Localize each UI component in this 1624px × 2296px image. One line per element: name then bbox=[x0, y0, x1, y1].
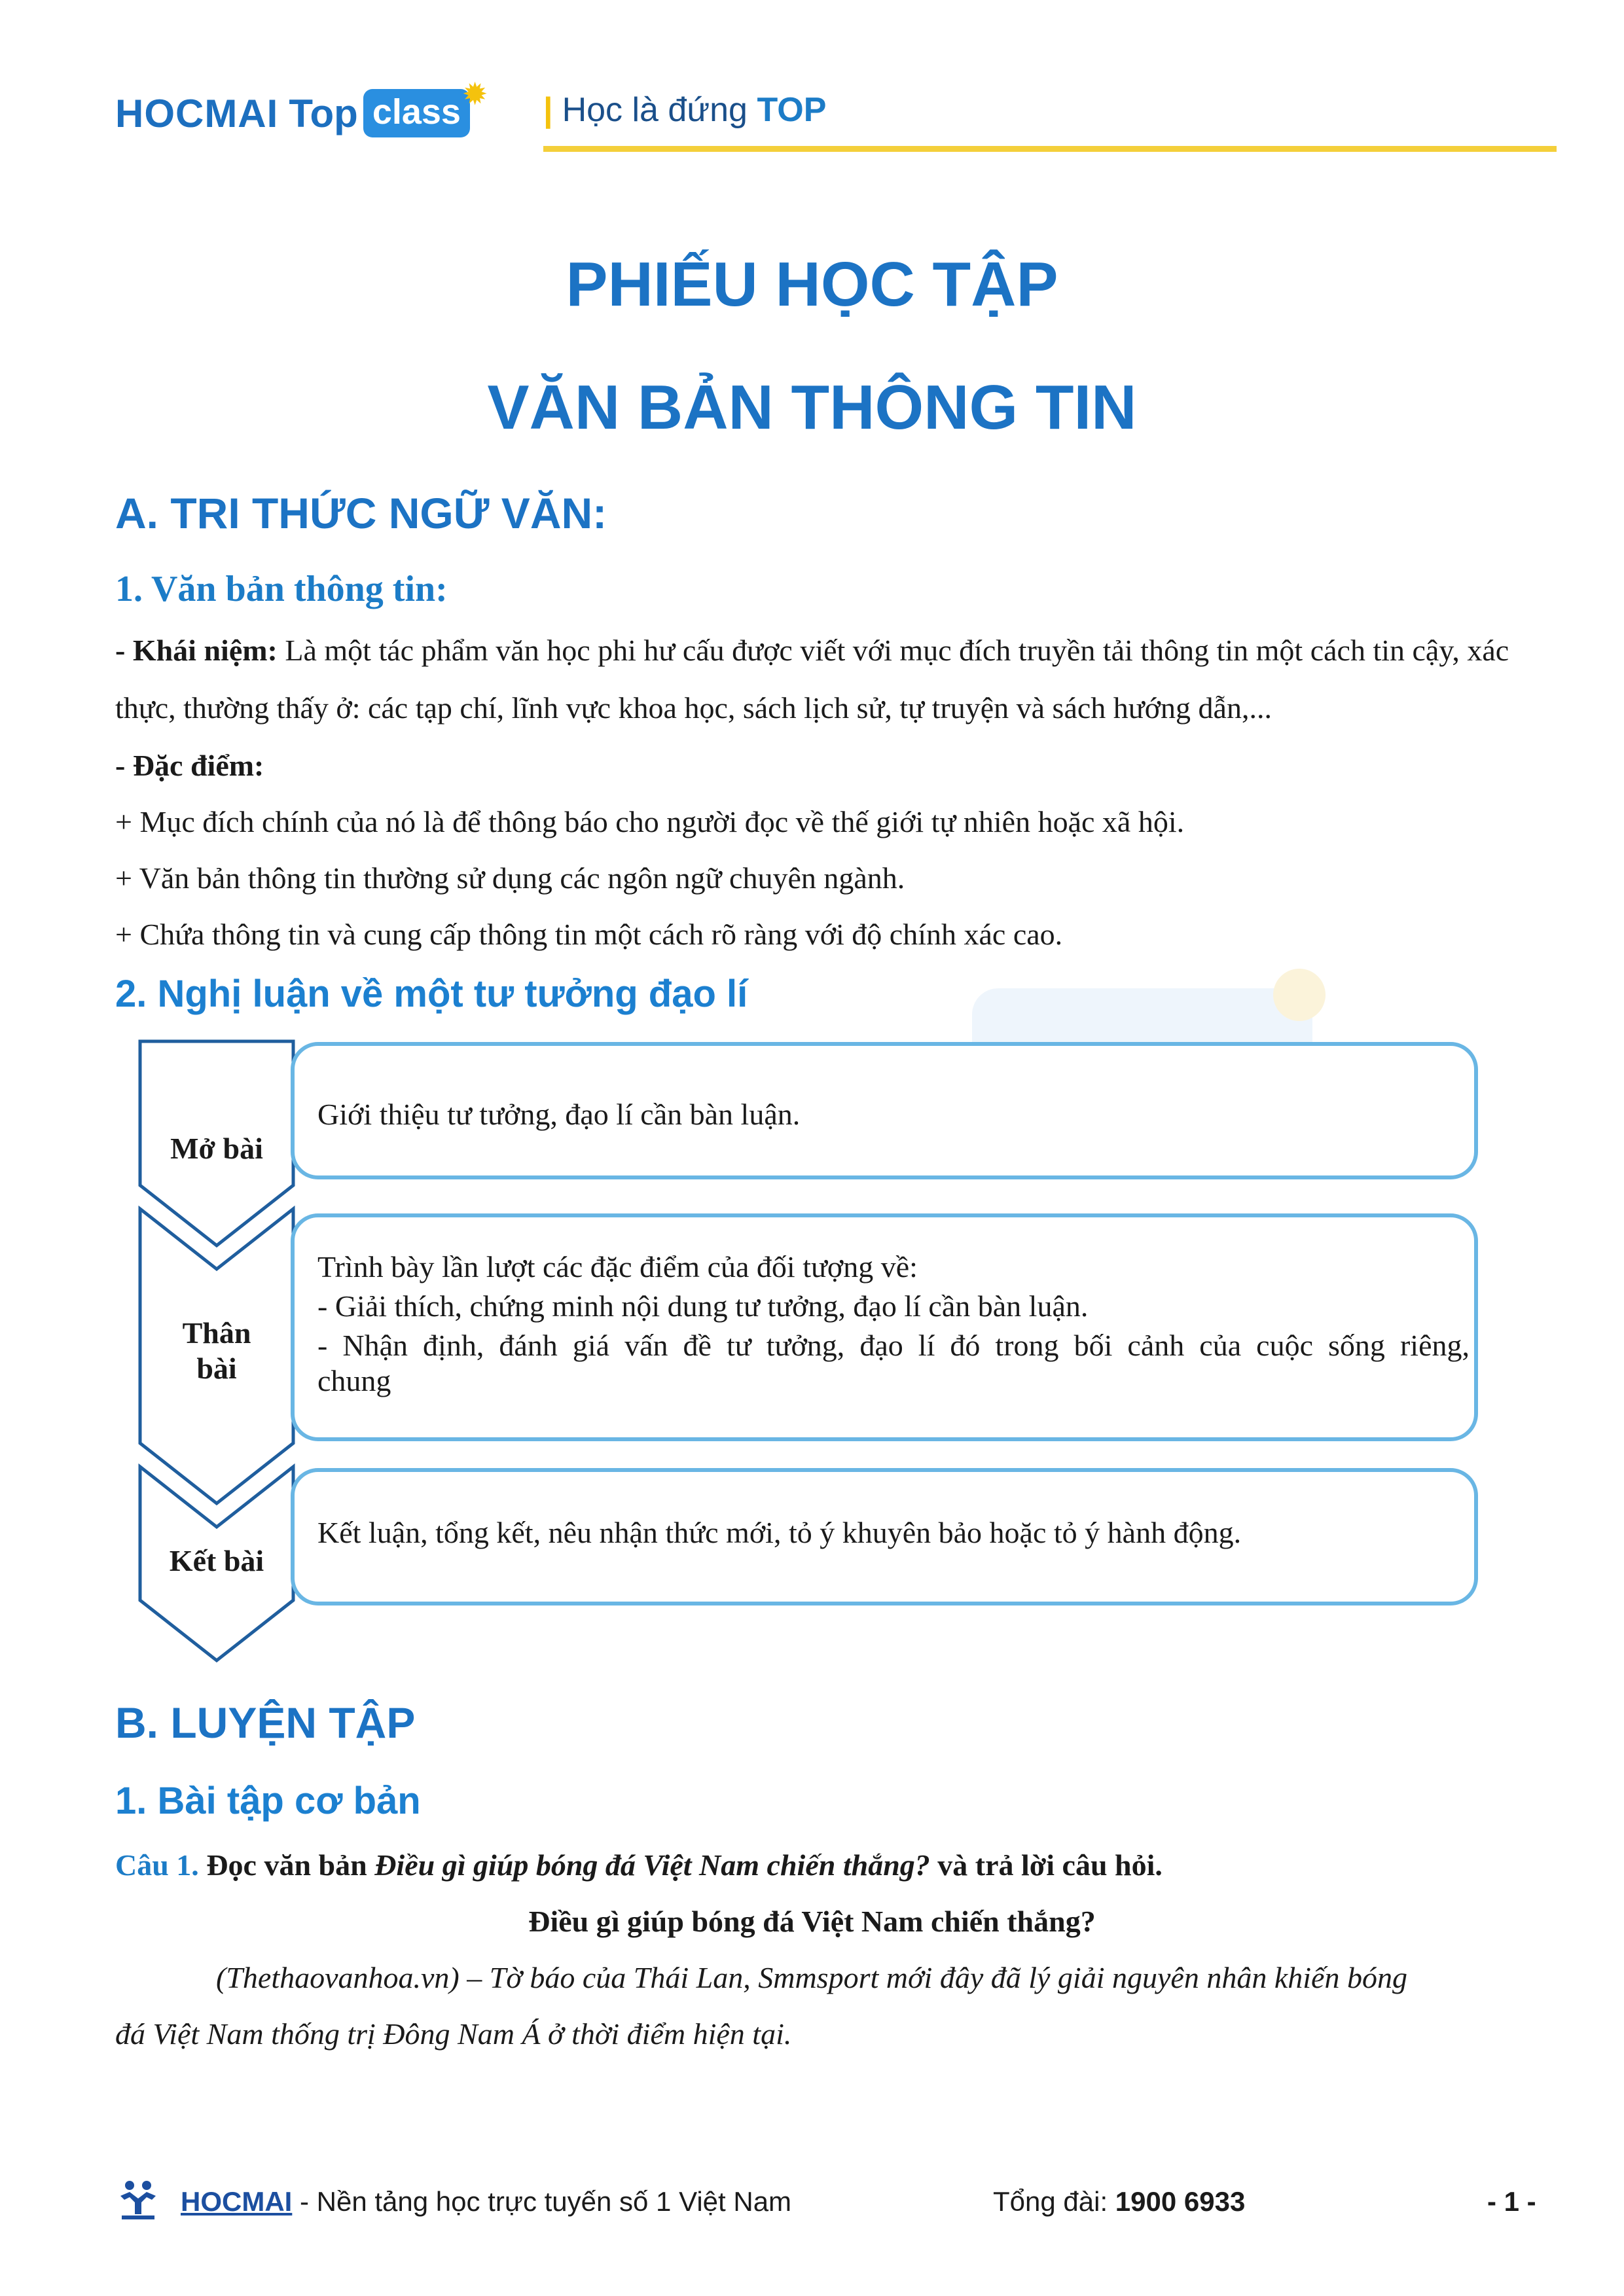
question-1 bbox=[115, 1846, 1536, 1885]
step-label-than-bai bbox=[138, 1316, 295, 1386]
footer-slogan: - Nền tảng học trực tuyến số 1 Việt Nam bbox=[292, 2186, 792, 2217]
hocmai-topclass-logo bbox=[115, 78, 487, 143]
step-label-bai: bài bbox=[196, 1352, 237, 1385]
logo-top-text: Top bbox=[289, 91, 358, 135]
question-1-label: Câu 1. bbox=[115, 1848, 199, 1882]
article-line-1: (Thethaovanhoa.vn) – Tờ báo của Thái Lan, Smmsport mới đây đã lý giải nguyên nhân khiến bóng bbox=[216, 1961, 1407, 1994]
logo-hocmai-text: HOCMAI bbox=[115, 91, 279, 135]
step-label-ket-bai: Kết bài bbox=[169, 1544, 264, 1577]
question-1-post: và trả lời câu hỏi. bbox=[929, 1848, 1163, 1882]
concept-label: - Khái niệm: bbox=[115, 634, 278, 667]
hocmai-footer-icon bbox=[115, 2176, 161, 2222]
feature-item: + Mục đích chính của nó là để thông báo cho người đọc về thế giới tự nhiên hoặc xã hội. bbox=[115, 805, 1185, 838]
section-b-heading: B. LUYỆN TẬP bbox=[115, 1698, 416, 1747]
footer-brand bbox=[181, 2186, 791, 2217]
question-1-pre: Đọc văn bản bbox=[198, 1848, 375, 1882]
step-text-ket-bai: Kết luận, tổng kết, nêu nhận thức mới, tỏ ý khuyên bảo hoặc tỏ ý hành động. bbox=[317, 1516, 1242, 1549]
step-label-than: Thân bbox=[182, 1316, 251, 1350]
feature-item: + Chứa thông tin và cung cấp thông tin một cách rõ ràng với độ chính xác cao. bbox=[115, 918, 1063, 951]
gear-icon: ✹ bbox=[463, 78, 487, 109]
concept-paragraph bbox=[115, 622, 1536, 737]
step-text-than-bai bbox=[317, 1247, 1470, 1401]
page-title-line2: VĂN BẢN THÔNG TIN bbox=[487, 372, 1137, 442]
footer-hotline bbox=[993, 2186, 1245, 2217]
question-1-title: Điều gì giúp bóng đá Việt Nam chiến thắng? bbox=[374, 1848, 930, 1882]
features-label: - Đặc điểm: bbox=[115, 749, 264, 782]
than-bai-line: Trình bày lần lượt các đặc điểm của đối tượng về: bbox=[317, 1250, 918, 1283]
tagline-prefix: Học là đứng bbox=[562, 91, 748, 129]
article-line-2: đá Việt Nam thống trị Đông Nam Á ở thời điểm hiện tại. bbox=[115, 2017, 792, 2051]
footer-hotline-number: 1900 6933 bbox=[1115, 2186, 1246, 2217]
section-b-sub1: 1. Bài tập cơ bản bbox=[115, 1780, 421, 1822]
tagline-divider: | bbox=[543, 91, 553, 129]
page-title-line1: PHIẾU HỌC TẬP bbox=[566, 249, 1058, 319]
logo-class-badge: class bbox=[363, 89, 470, 137]
article-title: Điều gì giúp bóng đá Việt Nam chiến thắng? bbox=[528, 1905, 1096, 1938]
section-a-sub2: 2. Nghị luận về một tư tưởng đạo lí bbox=[115, 973, 748, 1015]
footer-page-number: - 1 - bbox=[1487, 2186, 1536, 2217]
tagline-top: TOP bbox=[757, 91, 827, 129]
step-label-mo-bai: Mở bài bbox=[170, 1132, 263, 1165]
concept-text: Là một tác phẩm văn học phi hư cấu được viết với mục đích truyền tải thông tin một cách tin cậy, xác thực, thường thấy ở: các tạp chí, lĩnh vực khoa học, sách lịch sử, tự truyện và sách hướng dẫn,... bbox=[115, 634, 1509, 725]
than-bai-line: - Giải thích, chứng minh nội dung tư tưởng, đạo lí cần bàn luận. bbox=[317, 1289, 1089, 1323]
header-rule bbox=[543, 146, 1557, 152]
section-a-heading: A. TRI THỨC NGỮ VĂN: bbox=[115, 489, 607, 537]
than-bai-line: - Nhận định, đánh giá vấn đề tư tưởng, đạo lí đó trong bối cảnh của cuộc sống riêng, bbox=[317, 1329, 1470, 1362]
footer-hocmai-link[interactable]: HOCMAI bbox=[181, 2186, 293, 2217]
header-tagline bbox=[543, 90, 826, 130]
than-bai-line: chung bbox=[317, 1364, 391, 1397]
feature-item: + Văn bản thông tin thường sử dụng các ngôn ngữ chuyên ngành. bbox=[115, 861, 905, 895]
footer-hotline-label: Tổng đài: bbox=[993, 2186, 1115, 2217]
section-a-sub1: 1. Văn bản thông tin: bbox=[115, 569, 448, 609]
step-text-mo-bai: Giới thiệu tư tưởng, đạo lí cần bàn luận. bbox=[317, 1098, 801, 1131]
